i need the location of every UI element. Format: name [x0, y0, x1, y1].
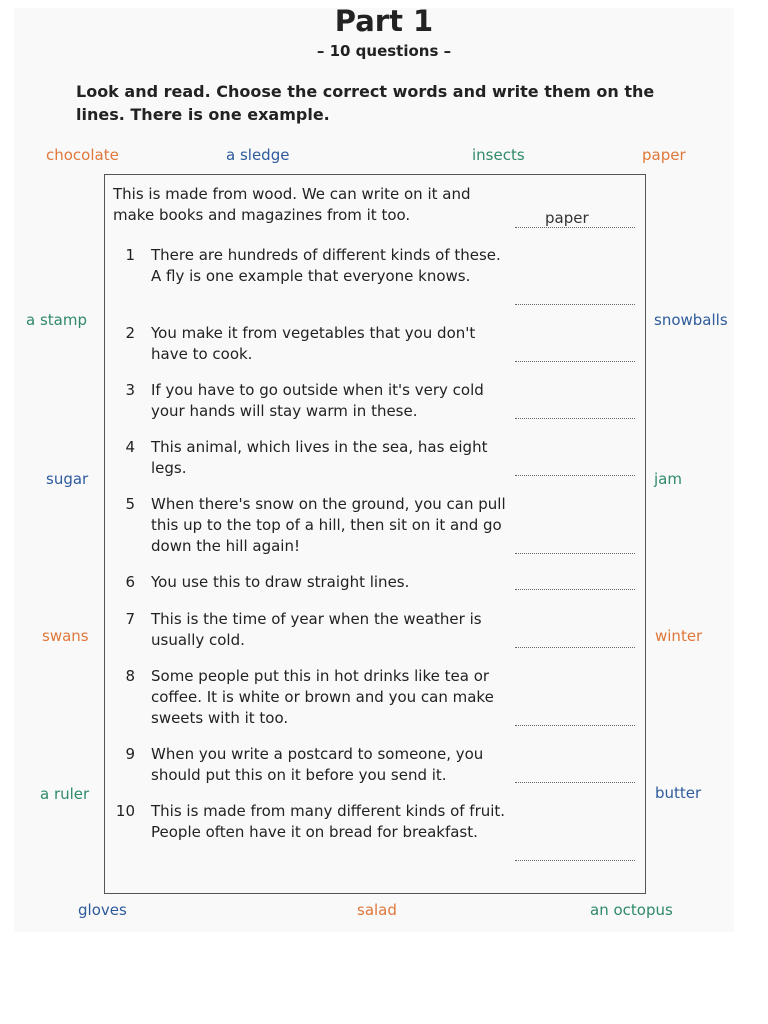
question-text: You make it from vegetables that you don't have to cook.	[151, 324, 476, 363]
questions-box	[104, 174, 646, 894]
answer-line-7[interactable]	[515, 637, 635, 648]
question-number: 4	[125, 438, 135, 456]
example-answer-line	[515, 217, 635, 228]
word-winter: winter	[655, 627, 703, 645]
answer-line-10[interactable]	[515, 850, 635, 861]
question-number: 6	[125, 573, 135, 591]
word-sugar: sugar	[46, 470, 89, 488]
word-sledge: a sledge	[226, 146, 290, 164]
instructions: Look and read. Choose the correct words and write them on the lines. There is one example.	[76, 82, 655, 124]
word-snowballs: snowballs	[654, 311, 728, 329]
word-jam: jam	[654, 470, 682, 488]
word-octopus: an octopus	[590, 901, 673, 919]
answer-line-9[interactable]	[515, 772, 635, 783]
answer-line-1[interactable]	[515, 294, 635, 305]
question-text: This is the time of year when the weather is usually cold.	[151, 610, 482, 649]
word-ruler: a ruler	[40, 785, 90, 803]
question-text: You use this to draw straight lines.	[151, 573, 410, 591]
word-stamp: a stamp	[26, 311, 87, 329]
question-text: There are hundreds of different kinds of these. A fly is one example that everyone knows.	[151, 246, 501, 285]
question-number: 2	[125, 324, 135, 342]
answer-line-3[interactable]	[515, 408, 635, 419]
example-answer: paper	[545, 209, 589, 227]
word-swans: swans	[42, 627, 89, 645]
question-text: Some people put this in hot drinks like tea or coffee. It is white or brown and you can make sweets with it too.	[151, 667, 494, 727]
example-text: This is made from wood. We can write on it and make books and magazines from it too.	[113, 185, 471, 224]
word-gloves: gloves	[78, 901, 127, 919]
answer-line-4[interactable]	[515, 465, 635, 476]
answer-line-8[interactable]	[515, 715, 635, 726]
question-number: 5	[125, 495, 135, 513]
question-number: 3	[125, 381, 135, 399]
page-title: Part 1	[334, 4, 434, 38]
question-number: 8	[125, 667, 135, 685]
question-text: When you write a postcard to someone, you should put this on it before you send it.	[151, 745, 484, 784]
answer-line-6[interactable]	[515, 579, 635, 590]
question-text: This animal, which lives in the sea, has eight legs.	[151, 438, 488, 477]
answer-line-2[interactable]	[515, 351, 635, 362]
question-text: When there's snow on the ground, you can pull this up to the top of a hill, then sit on it and go down the hill again!	[151, 495, 506, 555]
page-subtitle: – 10 questions –	[316, 42, 452, 60]
question-text: This is made from many different kinds of fruit. People often have it on bread for breakfast.	[151, 802, 506, 841]
question-number: 7	[125, 610, 135, 628]
word-chocolate: chocolate	[46, 146, 119, 164]
question-number: 10	[115, 802, 135, 820]
question-number: 1	[125, 246, 135, 264]
question-text: If you have to go outside when it's very cold your hands will stay warm in these.	[151, 381, 484, 420]
question-number: 9	[125, 745, 135, 763]
word-insects: insects	[472, 146, 525, 164]
word-butter: butter	[655, 784, 702, 802]
word-paper: paper	[642, 146, 686, 164]
answer-line-5[interactable]	[515, 543, 635, 554]
word-salad: salad	[357, 901, 397, 919]
